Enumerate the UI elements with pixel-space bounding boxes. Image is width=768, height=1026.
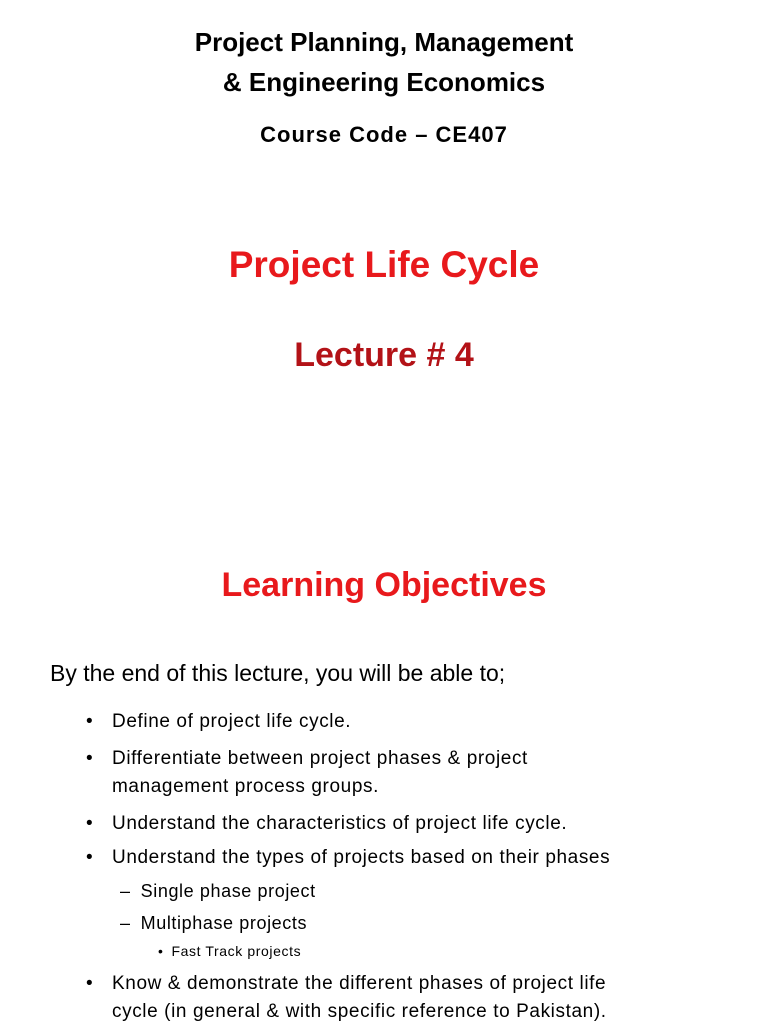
bullet-marker: • [158,943,164,959]
objectives-heading: Learning Objectives [221,566,547,604]
objective-text-continued: management process groups. [112,776,379,797]
course-title-line-2: & Engineering Economics [222,67,546,97]
sub-sub-objective-item [158,941,301,961]
objective-text-continued: cycle (in general & with specific reference to Pakistan). [112,1001,607,1022]
objective-item [86,844,686,872]
objective-item [86,810,686,838]
objective-text: Differentiate between project phases & project [112,748,528,769]
objectives-intro: By the end of this lecture, you will be able to; [50,660,506,686]
lecture-title: Project Life Cycle [228,244,540,285]
dash-marker: – [120,881,131,901]
objective-item [86,708,686,736]
bullet-marker: • [86,813,94,834]
sub-objective-item [120,910,307,936]
bullet-marker: • [86,847,94,868]
objective-item [86,970,686,1026]
sub-sub-objective-text: Fast Track projects [171,943,302,959]
course-code: Course Code – CE407 [260,122,508,147]
bullet-marker: • [86,748,94,769]
sub-objective-text: Single phase project [140,881,316,901]
bullet-marker: • [86,973,94,994]
lecture-number: Lecture # 4 [294,336,474,374]
objective-item [86,745,686,801]
objective-text: Define of project life cycle. [112,711,352,732]
sub-objective-item [120,878,316,904]
dash-marker: – [120,913,131,933]
sub-objective-text: Multiphase projects [140,913,308,933]
course-title [0,22,768,102]
objective-text: Understand the characteristics of project life cycle. [112,813,568,834]
objective-text: Know & demonstrate the different phases of project life [112,973,607,994]
bullet-marker: • [86,711,94,732]
objective-text: Understand the types of projects based on their phases [112,847,611,868]
course-title-line-1: Project Planning, Management [194,27,574,57]
